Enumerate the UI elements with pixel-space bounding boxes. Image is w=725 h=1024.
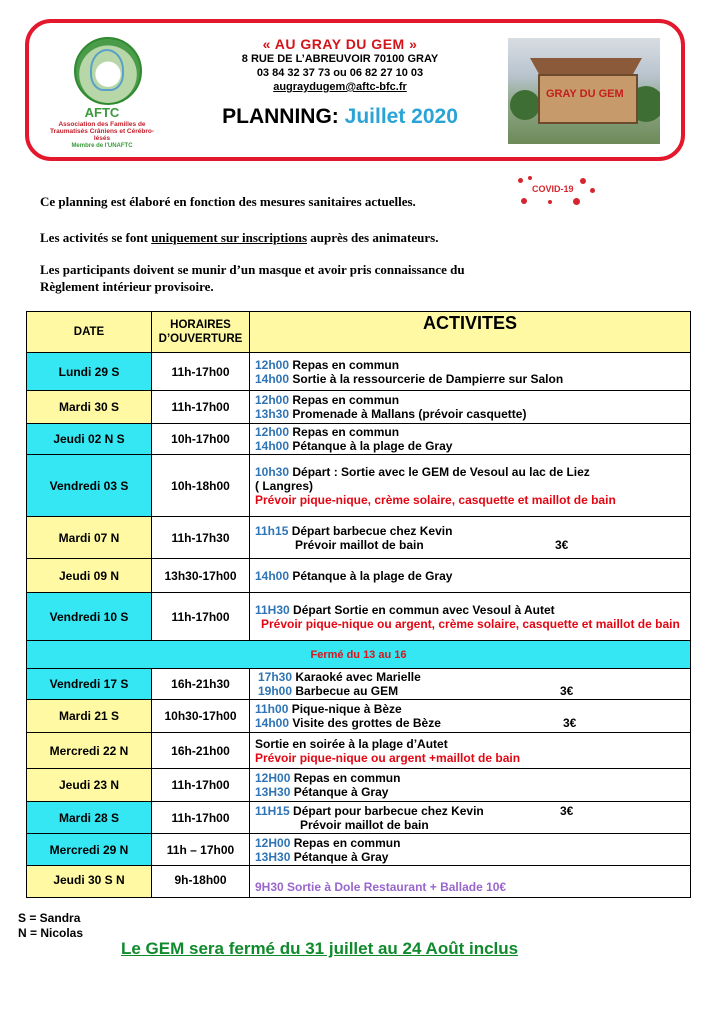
table-row: [27, 866, 691, 898]
table-row: [27, 593, 691, 641]
row-activities: 12h00 Repas en commun 13h30 Promenade à Mallans (prévoir casquette): [250, 391, 691, 424]
org-name: « AU GRAY DU GEM »: [262, 36, 418, 52]
table-row: [27, 802, 691, 834]
planning-table: [26, 311, 691, 898]
org-email[interactable]: augraydugem@aftc-bfc.fr: [273, 81, 407, 93]
table-row: [27, 517, 691, 559]
closed-row: [27, 641, 691, 669]
row-activities: 14h00 Pétanque à la plage de Gray: [250, 559, 691, 593]
table-row: [27, 391, 691, 424]
logo-subtitle: Association des Familles de Traumatisés Crâniens et Cérébro-lésés: [49, 121, 155, 142]
row-activities: 11H30 Départ Sortie en commun avec Vesoul à Autet Prévoir pique-nique ou argent, crème solaire, casquette et maillot de bain: [250, 593, 691, 641]
planning-label: PLANNING:: [222, 105, 339, 128]
row-date: Mercredi 22 N: [27, 733, 152, 769]
gem-building-painting: [508, 38, 660, 144]
row-date: Mardi 21 S: [27, 700, 152, 733]
row-activities: 12h00 Repas en commun 14h00 Pétanque à la plage de Gray: [250, 424, 691, 455]
table-header-row: [27, 312, 691, 353]
table-row: [27, 669, 691, 700]
org-address: 8 RUE DE L’ABREUVOIR 70100 GRAY: [241, 53, 439, 65]
table-row: [27, 733, 691, 769]
row-activities: 9H30 Sortie à Dole Restaurant + Ballade 10€: [250, 866, 691, 898]
row-hours: 16h-21h00: [152, 733, 250, 769]
closure-notice: Le GEM sera fermé du 31 juillet au 24 Août inclus: [121, 939, 519, 958]
row-date: Jeudi 02 N S: [27, 424, 152, 455]
row-activities: 10h30 Départ : Sortie avec le GEM de Vesoul au lac de Liez ( Langres) Prévoir pique-nique, crème solaire, casquette et maillot de bain: [250, 455, 691, 517]
row-hours: 11h – 17h00: [152, 834, 250, 866]
intro-line-1: Ce planning est élaboré en fonction des mesures sanitaires actuelles.: [40, 194, 416, 209]
header-date: DATE: [27, 312, 152, 353]
row-date: Jeudi 30 S N: [27, 866, 152, 898]
table-row: [27, 424, 691, 455]
row-date: Mardi 28 S: [27, 802, 152, 834]
intro-line-2: Les activités se font uniquement sur inscriptions auprès des animateurs.: [40, 230, 439, 245]
logo-name: AFTC: [84, 105, 120, 120]
closed-notice: Fermé du 13 au 16: [27, 641, 691, 669]
row-hours: 16h-21h30: [152, 669, 250, 700]
price-tag: 3€: [560, 684, 574, 698]
covid-badge: [518, 176, 596, 206]
row-date: Vendredi 17 S: [27, 669, 152, 700]
intro-line-4: Règlement intérieur provisoire.: [40, 279, 214, 294]
row-hours: 11h-17h00: [152, 769, 250, 802]
table-row: [27, 769, 691, 802]
aftc-logo: [46, 37, 158, 155]
table-row: [27, 834, 691, 866]
header-hours: HORAIRES D’OUVERTURE: [152, 312, 250, 353]
organization-info: [190, 36, 490, 94]
row-hours: 11h-17h00: [152, 391, 250, 424]
price-tag: 3€: [560, 803, 574, 818]
row-activities: 12h00 Repas en commun 14h00 Sortie à la ressourcerie de Dampierre sur Salon: [250, 353, 691, 391]
row-date: Jeudi 23 N: [27, 769, 152, 802]
intro-line-3: Les participants doivent se munir d’un masque et avoir pris connaissance du: [40, 262, 465, 277]
price-tag: 3€: [555, 537, 569, 552]
row-hours: 9h-18h00: [152, 866, 250, 898]
row-hours: 11h-17h00: [152, 593, 250, 641]
row-hours: 11h-17h30: [152, 517, 250, 559]
planning-month: Juillet 2020: [344, 105, 458, 128]
logo-member: Membre de l'UNAFTC: [71, 143, 133, 149]
header-activities: ACTIVITES: [250, 312, 691, 353]
row-activities: 12H00 Repas en commun 13H30 Pétanque à Gray: [250, 769, 691, 802]
covid-label: COVID-19: [532, 184, 574, 194]
row-date: Vendredi 10 S: [27, 593, 152, 641]
table-row: [27, 700, 691, 733]
row-hours: 10h-17h00: [152, 424, 250, 455]
row-date: Vendredi 03 S: [27, 455, 152, 517]
table-row: [27, 559, 691, 593]
org-phones: 03 84 32 37 73 ou 06 82 27 10 03: [256, 67, 424, 79]
table-row: [27, 353, 691, 391]
price-tag: 3€: [563, 716, 577, 730]
row-hours: 10h30-17h00: [152, 700, 250, 733]
row-activities: 11H15 Départ pour barbecue chez Kevin 3€ Prévoir maillot de bain: [250, 802, 691, 834]
row-date: Mardi 30 S: [27, 391, 152, 424]
table-row: [27, 455, 691, 517]
page-title: [190, 105, 490, 129]
row-hours: 13h30-17h00: [152, 559, 250, 593]
row-date: Mardi 07 N: [27, 517, 152, 559]
row-activities: 12H00 Repas en commun 13H30 Pétanque à Gray: [250, 834, 691, 866]
row-hours: 10h-18h00: [152, 455, 250, 517]
row-hours: 11h-17h00: [152, 353, 250, 391]
row-date: Mercredi 29 N: [27, 834, 152, 866]
legend-nicolas: N = Nicolas: [18, 926, 84, 940]
row-date: Jeudi 09 N: [27, 559, 152, 593]
row-hours: 11h-17h00: [152, 802, 250, 834]
row-activities: 11h15 Départ barbecue chez Kevin Prévoir maillot de bain 3€: [250, 517, 691, 559]
legend-sandra: S = Sandra: [18, 911, 81, 925]
row-activities: 17h30 Karaoké avec Marielle 19h00 Barbecue au GEM 3€: [250, 669, 691, 700]
photo-label: GRAY DU GEM: [546, 88, 624, 100]
row-activities: Sortie en soirée à la plage d’Autet Prévoir pique-nique ou argent +maillot de bain: [250, 733, 691, 769]
head-profile-icon: [74, 37, 142, 105]
row-date: Lundi 29 S: [27, 353, 152, 391]
row-activities: 11h00 Pique-nique à Bèze 14h00 Visite des grottes de Bèze 3€: [250, 700, 691, 733]
